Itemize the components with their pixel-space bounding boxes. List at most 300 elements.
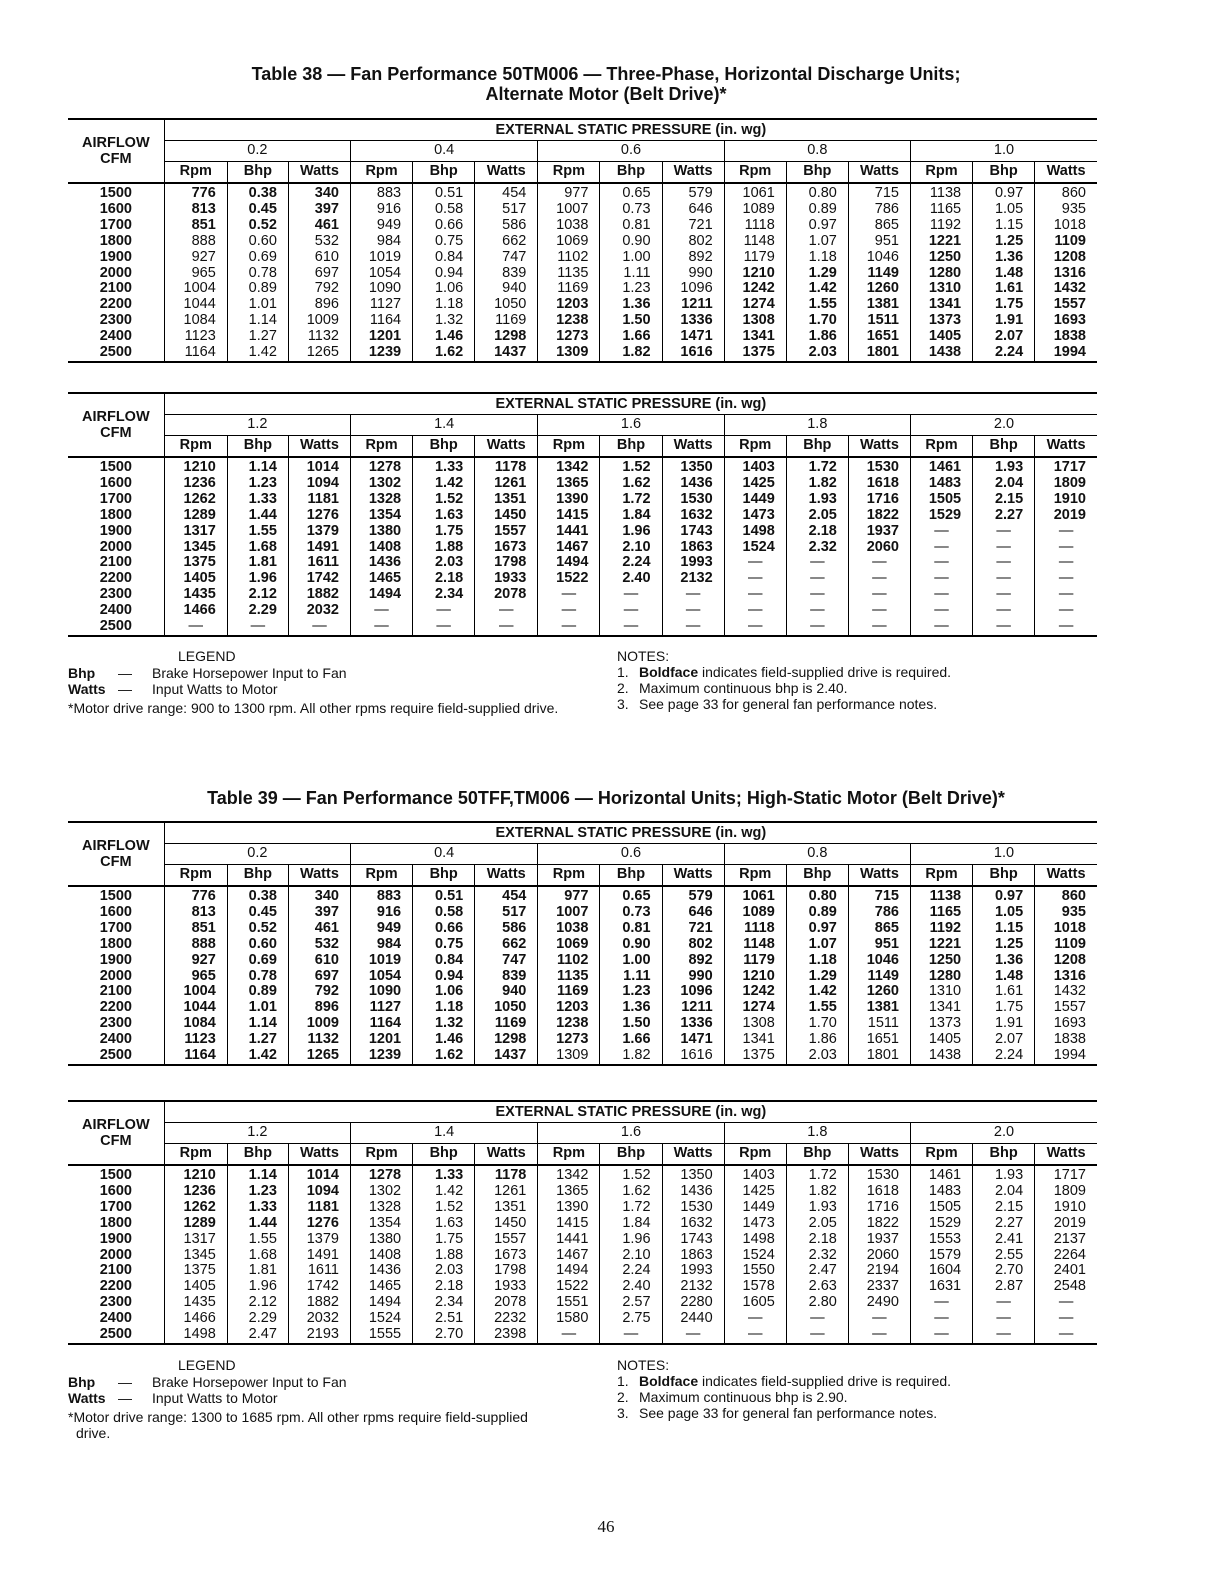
- watts-cell: 2060: [848, 540, 910, 556]
- rpm-cell: 1164: [164, 345, 227, 362]
- pressure-header: 1.8: [724, 1123, 910, 1144]
- watts-cell: —: [288, 619, 350, 636]
- column-header: Watts: [1035, 1144, 1097, 1166]
- watts-cell: 586: [475, 218, 538, 234]
- column-header: Rpm: [538, 1144, 600, 1166]
- watts-cell: 990: [662, 969, 724, 985]
- bhp-cell: 0.60: [227, 234, 288, 250]
- bhp-cell: 2.15: [973, 1200, 1035, 1216]
- watts-cell: 1471: [662, 1032, 724, 1048]
- rpm-cell: 1405: [164, 571, 227, 587]
- rpm-cell: 1210: [724, 266, 786, 282]
- bhp-cell: 0.38: [227, 886, 288, 905]
- rpm-cell: 1461: [910, 1165, 972, 1184]
- bhp-cell: 1.36: [600, 297, 662, 313]
- column-header: Watts: [1035, 436, 1097, 458]
- table-row: [68, 1200, 1097, 1216]
- rpm-cell: 1522: [538, 571, 600, 587]
- watts-cell: 1276: [288, 508, 350, 524]
- watts-cell: —: [662, 587, 724, 603]
- column-header: Watts: [848, 162, 910, 184]
- note-2-text: Maximum continuous bhp is 2.90.: [639, 1389, 848, 1405]
- rpm-cell: 1408: [351, 1248, 413, 1264]
- column-header: Watts: [662, 162, 724, 184]
- rpm-cell: —: [724, 619, 786, 636]
- column-header: Rpm: [538, 436, 600, 458]
- rpm-cell: 1465: [351, 571, 413, 587]
- rpm-cell: —: [538, 587, 600, 603]
- rpm-cell: 1210: [164, 457, 227, 476]
- watts-cell: 397: [288, 202, 350, 218]
- rpm-cell: 1441: [538, 524, 600, 540]
- airflow-cfm-cell: 2000: [68, 266, 164, 282]
- watts-cell: 1351: [475, 1200, 538, 1216]
- bhp-cell: 0.45: [227, 202, 288, 218]
- external-static-pressure-header: EXTERNAL STATIC PRESSURE (in. wg): [164, 822, 1097, 844]
- watts-cell: 1265: [288, 345, 350, 362]
- watts-cell: 1109: [1054, 232, 1086, 249]
- pressure-header: 0.8: [724, 844, 910, 865]
- watts-cell: 951: [848, 234, 910, 250]
- bhp-cell: 1.93: [973, 1165, 1035, 1184]
- bhp-cell: 2.51: [413, 1311, 475, 1327]
- table-row: [68, 619, 1097, 636]
- airflow-cfm-cell: 2100: [68, 281, 164, 297]
- watts-cell: 1018: [1053, 919, 1086, 936]
- legend-watts-key: Watts: [68, 1390, 106, 1406]
- rpm-cell: 1390: [538, 1200, 600, 1216]
- airflow-cfm-cell: 2300: [68, 1016, 164, 1032]
- table-row: [68, 1248, 1097, 1264]
- column-header: Bhp: [413, 865, 475, 887]
- watts-cell: 1993: [662, 1263, 724, 1279]
- rpm-cell: 1069: [538, 234, 600, 250]
- rpm-cell: 1090: [351, 281, 413, 297]
- bhp-cell: 0.73: [600, 905, 662, 921]
- rpm-cell: 1505: [910, 492, 972, 508]
- rpm-cell: 1289: [164, 508, 227, 524]
- motor-drive-footnote: *Motor drive range: 900 to 1300 rpm. All other rpms require field-supplied drive.: [68, 699, 559, 716]
- bhp-cell: 1.42: [786, 984, 848, 1000]
- rpm-cell: 1425: [724, 1184, 786, 1200]
- airflow-cfm-cell: 1800: [68, 508, 164, 524]
- watts-cell: 454: [475, 183, 538, 202]
- bhp-cell: 0.75: [413, 937, 475, 953]
- bhp-cell: —: [786, 619, 848, 636]
- rpm-cell: 813: [164, 202, 227, 218]
- bhp-cell: 1.61: [973, 984, 1035, 1000]
- watts-cell: 2440: [662, 1311, 724, 1327]
- watts-cell: 2401: [1053, 1262, 1086, 1279]
- rpm-cell: 1473: [724, 1216, 786, 1232]
- watts-cell: 1742: [288, 571, 350, 587]
- bhp-cell: 2.10: [600, 1248, 662, 1264]
- pressure-header: 0.2: [164, 844, 350, 865]
- column-header: Bhp: [786, 865, 848, 887]
- watts-cell: 1910: [1053, 490, 1086, 507]
- column-header: Watts: [288, 865, 350, 887]
- note-number: 2.: [617, 1389, 629, 1405]
- rpm-cell: 977: [538, 886, 600, 905]
- watts-cell: 1616: [662, 1048, 724, 1065]
- watts-cell: 1491: [288, 540, 350, 556]
- rpm-cell: 1019: [351, 250, 413, 266]
- bhp-cell: 1.32: [413, 1016, 475, 1032]
- watts-cell: 1014: [288, 1165, 350, 1184]
- note-number: 3.: [617, 1405, 629, 1421]
- airflow-cfm-cell: 2200: [68, 1000, 164, 1016]
- rpm-cell: 1289: [164, 1216, 227, 1232]
- bhp-cell: —: [600, 1327, 662, 1344]
- bhp-cell: 1.42: [413, 476, 475, 492]
- bhp-cell: 0.89: [786, 905, 848, 921]
- table-row: [68, 905, 1097, 921]
- rpm-cell: 1555: [351, 1327, 413, 1344]
- rpm-cell: —: [351, 603, 413, 619]
- watts-cell: 865: [848, 921, 910, 937]
- rpm-cell: 1278: [351, 457, 413, 476]
- bhp-cell: 1.84: [600, 508, 662, 524]
- rpm-cell: 1004: [164, 984, 227, 1000]
- rpm-cell: 1004: [164, 281, 227, 297]
- column-header: Watts: [848, 865, 910, 887]
- rpm-cell: 1494: [538, 1263, 600, 1279]
- rpm-cell: 1118: [724, 921, 786, 937]
- bhp-cell: —: [973, 603, 1035, 619]
- watts-cell: 1693: [1053, 1015, 1086, 1032]
- table-row: [68, 202, 1097, 218]
- rpm-cell: 1524: [724, 540, 786, 556]
- watts-cell: 2548: [1053, 1278, 1086, 1295]
- airflow-cfm-cell: 2100: [68, 555, 164, 571]
- watts-cell: 1618: [848, 476, 910, 492]
- watts-cell: 1265: [288, 1048, 350, 1065]
- watts-cell: 586: [475, 921, 538, 937]
- airflow-cfm-header: [68, 119, 164, 183]
- watts-cell: 1838: [1053, 328, 1086, 345]
- airflow-cfm-cell: 1600: [68, 476, 164, 492]
- watts-cell: 1742: [288, 1279, 350, 1295]
- watts-cell: 1822: [848, 1216, 910, 1232]
- watts-cell: 1450: [475, 508, 538, 524]
- legend-watts-desc: Input Watts to Motor: [152, 1390, 278, 1406]
- rpm-cell: 1405: [910, 329, 972, 345]
- bhp-cell: 1.48: [973, 969, 1035, 985]
- bhp-cell: 2.07: [973, 329, 1035, 345]
- table-row: [68, 297, 1097, 313]
- rpm-cell: 888: [164, 234, 227, 250]
- rpm-cell: —: [351, 619, 413, 636]
- rpm-cell: 1221: [910, 937, 972, 953]
- rpm-cell: 1069: [538, 937, 600, 953]
- table-row: [68, 1165, 1097, 1184]
- rpm-cell: 1529: [910, 1216, 972, 1232]
- bhp-cell: 2.24: [600, 555, 662, 571]
- watts-cell: 747: [475, 250, 538, 266]
- rpm-cell: 1236: [164, 476, 227, 492]
- bhp-cell: —: [786, 571, 848, 587]
- airflow-cfm-cell: 1800: [68, 1216, 164, 1232]
- column-header: Watts: [662, 436, 724, 458]
- rpm-cell: 1553: [910, 1232, 972, 1248]
- watts-cell: 1632: [662, 1216, 724, 1232]
- watts-cell: 1863: [662, 540, 724, 556]
- watts-cell: 1651: [848, 329, 910, 345]
- airflow-cfm-cell: 1700: [68, 218, 164, 234]
- airflow-cfm-cell: 1600: [68, 1184, 164, 1200]
- watts-cell: 1211: [662, 297, 724, 313]
- bhp-cell: 2.47: [786, 1263, 848, 1279]
- watts-cell: 1379: [288, 1232, 350, 1248]
- watts-cell: —: [662, 1327, 724, 1344]
- table-row: [68, 313, 1097, 329]
- rpm-cell: 927: [164, 250, 227, 266]
- rpm-cell: 1529: [910, 508, 972, 524]
- rpm-cell: 1380: [351, 524, 413, 540]
- bhp-cell: 1.62: [600, 1184, 662, 1200]
- note-3-text: See page 33 for general fan performance notes.: [639, 1405, 938, 1421]
- rpm-cell: 1408: [351, 540, 413, 556]
- watts-cell: —: [1058, 1294, 1074, 1311]
- rpm-cell: 1498: [724, 1232, 786, 1248]
- bhp-cell: 0.80: [786, 183, 848, 202]
- rpm-cell: 1102: [538, 250, 600, 266]
- rpm-cell: 1127: [351, 297, 413, 313]
- watts-cell: 2132: [662, 571, 724, 587]
- rpm-cell: 1580: [538, 1311, 600, 1327]
- watts-cell: —: [1058, 586, 1074, 603]
- bhp-cell: 2.87: [973, 1279, 1035, 1295]
- bhp-cell: 2.29: [227, 1311, 288, 1327]
- watts-cell: —: [848, 603, 910, 619]
- bhp-cell: 0.78: [227, 969, 288, 985]
- watts-cell: 1933: [475, 571, 538, 587]
- cfm-label: CFM: [100, 854, 132, 870]
- watts-cell: 1046: [848, 953, 910, 969]
- rpm-cell: 1165: [910, 905, 972, 921]
- watts-cell: 1530: [848, 457, 910, 476]
- rpm-cell: 1135: [538, 969, 600, 985]
- table-38-legend: [68, 648, 566, 716]
- watts-cell: 1009: [288, 1016, 350, 1032]
- watts-cell: 1009: [288, 313, 350, 329]
- rpm-cell: 1019: [351, 953, 413, 969]
- rpm-cell: 1273: [538, 329, 600, 345]
- rpm-cell: 1524: [724, 1248, 786, 1264]
- watts-cell: 1014: [288, 457, 350, 476]
- rpm-cell: 1201: [351, 1032, 413, 1048]
- rpm-cell: 1551: [538, 1295, 600, 1311]
- bhp-cell: 1.05: [973, 202, 1035, 218]
- bhp-cell: 0.52: [227, 921, 288, 937]
- pressure-header: 2.0: [910, 415, 1097, 436]
- rpm-cell: 888: [164, 937, 227, 953]
- bhp-cell: 2.41: [973, 1232, 1035, 1248]
- external-static-pressure-header: EXTERNAL STATIC PRESSURE (in. wg): [164, 1101, 1097, 1123]
- rpm-cell: 1273: [538, 1032, 600, 1048]
- table-row: [68, 886, 1097, 905]
- bhp-cell: 1.91: [973, 1016, 1035, 1032]
- column-header: Rpm: [538, 865, 600, 887]
- rpm-cell: 1054: [351, 969, 413, 985]
- watts-cell: 1863: [662, 1248, 724, 1264]
- rpm-cell: 1494: [538, 555, 600, 571]
- rpm-cell: 965: [164, 266, 227, 282]
- rpm-cell: 1494: [351, 587, 413, 603]
- rpm-cell: —: [538, 1327, 600, 1344]
- bhp-cell: 0.89: [786, 202, 848, 218]
- watts-cell: 1149: [848, 266, 910, 282]
- watts-cell: 1910: [1053, 1198, 1086, 1215]
- rpm-cell: —: [724, 603, 786, 619]
- airflow-cfm-cell: 1500: [68, 457, 164, 476]
- column-header: Rpm: [910, 865, 972, 887]
- column-header: Rpm: [724, 162, 786, 184]
- rpm-cell: 1102: [538, 953, 600, 969]
- bhp-cell: 1.07: [786, 937, 848, 953]
- rpm-cell: 1579: [910, 1248, 972, 1264]
- bhp-cell: —: [600, 603, 662, 619]
- pressure-header: 0.2: [164, 141, 350, 162]
- watts-cell: 1436: [662, 476, 724, 492]
- airflow-cfm-cell: 1600: [68, 202, 164, 218]
- watts-cell: 1743: [662, 524, 724, 540]
- bhp-cell: 0.94: [413, 969, 475, 985]
- column-header: Rpm: [164, 162, 227, 184]
- legend-dash: —: [118, 1373, 132, 1390]
- rpm-cell: 1280: [910, 969, 972, 985]
- airflow-cfm-cell: 2000: [68, 969, 164, 985]
- table-row: [68, 281, 1097, 297]
- watts-cell: 935: [1061, 903, 1086, 920]
- column-header: Rpm: [724, 865, 786, 887]
- bhp-cell: 0.81: [600, 921, 662, 937]
- rpm-cell: 1038: [538, 921, 600, 937]
- watts-cell: 1716: [848, 492, 910, 508]
- bhp-cell: 1.36: [973, 250, 1035, 266]
- bhp-cell: 2.12: [227, 587, 288, 603]
- rpm-cell: 1467: [538, 1248, 600, 1264]
- rpm-cell: 1449: [724, 492, 786, 508]
- watts-cell: 1673: [475, 540, 538, 556]
- rpm-cell: —: [910, 555, 972, 571]
- rpm-cell: 1373: [910, 313, 972, 329]
- watts-cell: 1351: [475, 492, 538, 508]
- rpm-cell: 813: [164, 905, 227, 921]
- airflow-label: AIRFLOW: [82, 838, 150, 854]
- column-header: Rpm: [910, 436, 972, 458]
- airflow-cfm-cell: 1700: [68, 1200, 164, 1216]
- watts-cell: 2060: [848, 1248, 910, 1264]
- table-row: [68, 329, 1097, 345]
- bhp-cell: 0.97: [973, 183, 1035, 202]
- bhp-cell: 1.96: [227, 571, 288, 587]
- rpm-cell: 1308: [724, 313, 786, 329]
- table-row: [68, 1216, 1097, 1232]
- bhp-cell: 0.94: [413, 266, 475, 282]
- rpm-cell: —: [724, 555, 786, 571]
- rpm-cell: 1309: [538, 1048, 600, 1065]
- table-row: [68, 540, 1097, 556]
- watts-cell: 1511: [848, 1016, 910, 1032]
- airflow-cfm-cell: 2400: [68, 603, 164, 619]
- watts-cell: 1276: [288, 1216, 350, 1232]
- pressure-header: 0.6: [538, 844, 724, 865]
- rpm-cell: 1250: [910, 953, 972, 969]
- table-row: [68, 183, 1097, 202]
- airflow-cfm-cell: 2500: [68, 619, 164, 636]
- note-1-text: indicates field-supplied drive is required.: [698, 664, 952, 680]
- bhp-cell: 2.32: [786, 1248, 848, 1264]
- table-38-notes: [617, 648, 951, 712]
- rpm-cell: 1578: [724, 1279, 786, 1295]
- watts-cell: 1169: [475, 313, 538, 329]
- watts-cell: 1261: [475, 476, 538, 492]
- table-39-part-2: [68, 1100, 1097, 1345]
- column-header: Rpm: [910, 162, 972, 184]
- bhp-cell: 1.01: [227, 1000, 288, 1016]
- bhp-cell: 1.15: [973, 921, 1035, 937]
- rpm-cell: 1164: [164, 1048, 227, 1065]
- bhp-cell: 2.03: [413, 1263, 475, 1279]
- airflow-cfm-cell: 1500: [68, 1165, 164, 1184]
- watts-cell: 517: [475, 202, 538, 218]
- rpm-cell: 1203: [538, 297, 600, 313]
- bhp-cell: 1.01: [227, 297, 288, 313]
- pressure-header: 0.4: [351, 141, 538, 162]
- pressure-header: 1.6: [538, 415, 724, 436]
- watts-cell: —: [848, 1327, 910, 1344]
- bhp-cell: 1.70: [786, 1016, 848, 1032]
- rpm-cell: 1345: [164, 1248, 227, 1264]
- airflow-label: AIRFLOW: [82, 409, 150, 425]
- rpm-cell: 1605: [724, 1295, 786, 1311]
- watts-cell: 2132: [662, 1279, 724, 1295]
- watts-cell: 697: [288, 266, 350, 282]
- external-static-pressure-header: EXTERNAL STATIC PRESSURE (in. wg): [164, 119, 1097, 141]
- column-header: Bhp: [600, 865, 662, 887]
- bhp-cell: —: [973, 587, 1035, 603]
- airflow-cfm-header: [68, 393, 164, 457]
- rpm-cell: 1375: [164, 1263, 227, 1279]
- bhp-cell: 1.15: [973, 218, 1035, 234]
- airflow-cfm-cell: 2300: [68, 587, 164, 603]
- watts-cell: —: [662, 619, 724, 636]
- bhp-cell: 1.75: [973, 297, 1035, 313]
- watts-cell: —: [1058, 522, 1074, 539]
- bhp-cell: 1.27: [227, 329, 288, 345]
- rpm-cell: 1061: [724, 886, 786, 905]
- column-header: Bhp: [600, 1144, 662, 1166]
- rpm-cell: 1341: [724, 329, 786, 345]
- rpm-cell: 1164: [351, 1016, 413, 1032]
- watts-cell: 802: [662, 234, 724, 250]
- bhp-cell: 2.34: [413, 1295, 475, 1311]
- watts-cell: 610: [288, 250, 350, 266]
- bhp-cell: 1.52: [413, 1200, 475, 1216]
- bhp-cell: 1.75: [973, 1000, 1035, 1016]
- watts-cell: 1132: [288, 1032, 350, 1048]
- column-header: Watts: [1035, 162, 1097, 184]
- column-header: Bhp: [786, 436, 848, 458]
- watts-cell: 461: [288, 218, 350, 234]
- rpm-cell: 1466: [164, 603, 227, 619]
- rpm-cell: 916: [351, 202, 413, 218]
- bhp-cell: 1.42: [227, 345, 288, 362]
- rpm-cell: —: [910, 603, 972, 619]
- external-static-pressure-header: EXTERNAL STATIC PRESSURE (in. wg): [164, 393, 1097, 415]
- rpm-cell: 1138: [910, 183, 972, 202]
